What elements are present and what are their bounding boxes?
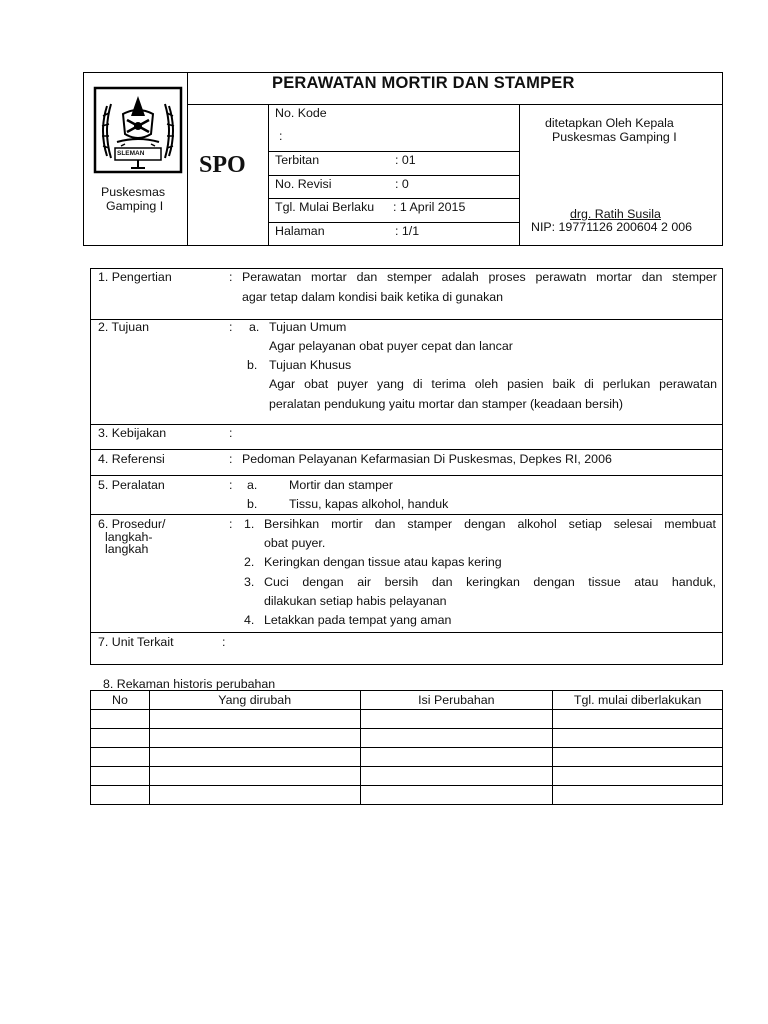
logo-text: SLEMAN: [117, 150, 145, 157]
approver-name: drg. Ratih Susila: [570, 207, 661, 221]
peralatan-b-text: Tissu, kapas alkohol, handuk: [289, 497, 449, 511]
table-cell: [360, 786, 553, 805]
step-2-text: Keringkan dengan tissue atau kapas kering: [264, 555, 502, 569]
tujuan-a-marker: a.: [249, 320, 260, 334]
table-cell: [91, 786, 150, 805]
table-cell: [149, 729, 360, 748]
step-4-marker: 4.: [244, 613, 255, 627]
tujuan-khusus-line1: [269, 377, 717, 391]
row-divider: [90, 449, 723, 450]
sleman-logo: [93, 86, 185, 176]
word: membuat: [664, 517, 716, 531]
word: baik: [552, 377, 576, 391]
table-cell: [149, 786, 360, 805]
row-divider: [90, 424, 723, 425]
word: di: [584, 377, 594, 391]
peralatan-b-marker: b.: [247, 497, 258, 511]
word: yang: [377, 377, 404, 391]
word: dan: [356, 270, 378, 284]
word: Agar: [269, 377, 296, 391]
table-cell: [553, 767, 723, 786]
word: atau: [634, 575, 659, 589]
word: pasien: [507, 377, 544, 391]
header-divider: [268, 175, 519, 176]
document-title: PERAWATAN MORTIR DAN STAMPER: [272, 74, 575, 92]
table-cell: [360, 767, 553, 786]
step-2-marker: 2.: [244, 555, 255, 569]
row-divider: [90, 319, 723, 320]
table-cell: [91, 767, 150, 786]
history-col-tgl-mulai: Tgl. mulai diberlakukan: [553, 691, 723, 710]
referensi-text: Pedoman Pelayanan Kefarmasian Di Puskesmas, Depkes RI, 2006: [242, 452, 612, 466]
table-row: [91, 729, 723, 748]
peralatan-a-marker: a.: [247, 478, 258, 492]
history-col-yang-dirubah: Yang dirubah: [149, 691, 360, 710]
word: dengan: [302, 575, 344, 589]
word: adalah: [441, 270, 479, 284]
section-colon: :: [229, 452, 233, 466]
table-cell: [91, 729, 150, 748]
header-divider: [268, 198, 519, 199]
table-cell: [553, 710, 723, 729]
word: keringkan: [466, 575, 520, 589]
word: handuk,: [671, 575, 716, 589]
history-title: 8. Rekaman historis perubahan: [103, 677, 276, 691]
tujuan-b-marker: b.: [247, 358, 258, 372]
section-colon: :: [222, 635, 226, 649]
word: obat: [304, 377, 329, 391]
table-cell: [360, 729, 553, 748]
section-colon: :: [229, 517, 233, 531]
step-1-line2: obat puyer.: [264, 536, 326, 550]
table-cell: [91, 748, 150, 767]
history-col-no: No: [91, 691, 150, 710]
word: dengan: [464, 517, 506, 531]
tujuan-khusus-line2: peralatan pendukung yaitu mortar dan stamper (keadaan bersih): [269, 397, 624, 411]
word: dengan: [533, 575, 575, 589]
table-cell: [149, 748, 360, 767]
section-label-prosedur-3: langkah: [105, 542, 149, 556]
word: Bersihkan: [264, 517, 320, 531]
peralatan-a-text: Mortir dan stamper: [289, 478, 393, 492]
history-col-isi-perubahan: Isi Perubahan: [360, 691, 553, 710]
word: mortar: [596, 270, 632, 284]
approval-line1: ditetapkan Oleh Kepala: [545, 116, 674, 130]
word: stamper: [407, 517, 453, 531]
section-colon: :: [229, 426, 233, 440]
table-cell: [149, 767, 360, 786]
word: puyer: [337, 377, 369, 391]
table-cell: [553, 729, 723, 748]
section-colon: :: [229, 320, 233, 334]
word: bersih: [384, 575, 419, 589]
word: stemper: [672, 270, 717, 284]
org-name-line2: Gamping I: [106, 199, 164, 213]
word: Perawatan: [242, 270, 302, 284]
history-header-row: [91, 691, 723, 710]
field-value-tgl-mulai: : 1 April 2015: [393, 200, 466, 214]
field-label-tgl-mulai: Tgl. Mulai Berlaku: [275, 200, 375, 214]
tujuan-umum-text: Agar pelayanan obat puyer cepat dan lancar: [269, 339, 513, 353]
step-3-marker: 3.: [244, 575, 255, 589]
field-label-terbitan: Terbitan: [275, 153, 320, 167]
word: mortar: [311, 270, 347, 284]
field-value-terbitan: : 01: [395, 153, 416, 167]
step-1-marker: 1.: [244, 517, 255, 531]
table-row: [91, 748, 723, 767]
field-label-no-revisi: No. Revisi: [275, 177, 332, 191]
row-divider: [90, 475, 723, 476]
field-value-halaman: : 1/1: [395, 224, 420, 238]
word: air: [357, 575, 372, 589]
section-colon: :: [229, 270, 233, 284]
word: alkohol: [517, 517, 557, 531]
table-row: [91, 710, 723, 729]
header-divider: [187, 72, 188, 246]
field-label-halaman: Halaman: [275, 224, 325, 238]
step-1-line1: [264, 517, 716, 531]
history-table: [90, 690, 723, 805]
table-cell: [553, 786, 723, 805]
section-label-prosedur: 6. Prosedur/: [98, 517, 166, 531]
section-colon: :: [229, 478, 233, 492]
word: Cuci: [264, 575, 289, 589]
table-row: [91, 786, 723, 805]
word: dan: [431, 575, 453, 589]
header-divider: [268, 151, 519, 152]
table-cell: [91, 710, 150, 729]
pengertian-line1: [242, 270, 717, 284]
section-label-pengertian: 1. Pengertian: [98, 270, 172, 284]
approval-line2: Puskesmas Gamping I: [552, 130, 677, 144]
tujuan-umum-title: Tujuan Umum: [269, 320, 347, 334]
step-3-line2: dilakukan setiap habis pelayanan: [264, 594, 447, 608]
approver-nip: NIP: 19771126 200604 2 006: [531, 220, 692, 234]
section-label-peralatan: 5. Peralatan: [98, 478, 165, 492]
field-label-no-kode: No. Kode: [275, 106, 327, 120]
step-3-line1: [264, 575, 716, 589]
word: stemper: [387, 270, 432, 284]
word: di: [412, 377, 423, 391]
word: setiap: [568, 517, 602, 531]
org-name-line1: Puskesmas: [101, 185, 166, 199]
row-divider: [90, 632, 723, 633]
spo-label: SPO: [199, 152, 246, 178]
word: tissue: [588, 575, 621, 589]
table-row: [91, 767, 723, 786]
section-label-referensi: 4. Referensi: [98, 452, 165, 466]
table-cell: [553, 748, 723, 767]
word: perlukan: [602, 377, 651, 391]
tujuan-khusus-title: Tujuan Khusus: [269, 358, 352, 372]
table-cell: [149, 710, 360, 729]
section-label-unit-terkait: 7. Unit Terkait: [98, 635, 174, 649]
table-cell: [360, 710, 553, 729]
header-divider: [519, 104, 520, 246]
word: selesai: [613, 517, 653, 531]
word: dan: [374, 517, 396, 531]
pengertian-line2: agar tetap dalam kondisi baik ketika di gunakan: [242, 290, 504, 304]
section-label-kebijakan: 3. Kebijakan: [98, 426, 167, 440]
field-value-no-revisi: : 0: [395, 177, 409, 191]
word: perawatn: [535, 270, 587, 284]
section-label-prosedur-2: langkah-: [105, 530, 153, 544]
word: dan: [641, 270, 663, 284]
word: proses: [488, 270, 526, 284]
section-label-tujuan: 2. Tujuan: [98, 320, 149, 334]
word: mortir: [331, 517, 363, 531]
step-4-text: Letakkan pada tempat yang aman: [264, 613, 452, 627]
row-divider: [90, 514, 723, 515]
word: perawatan: [659, 377, 717, 391]
header-divider: [268, 222, 519, 223]
table-cell: [360, 748, 553, 767]
word: oleh: [474, 377, 499, 391]
field-value-no-kode: :: [279, 129, 283, 143]
word: terima: [431, 377, 466, 391]
